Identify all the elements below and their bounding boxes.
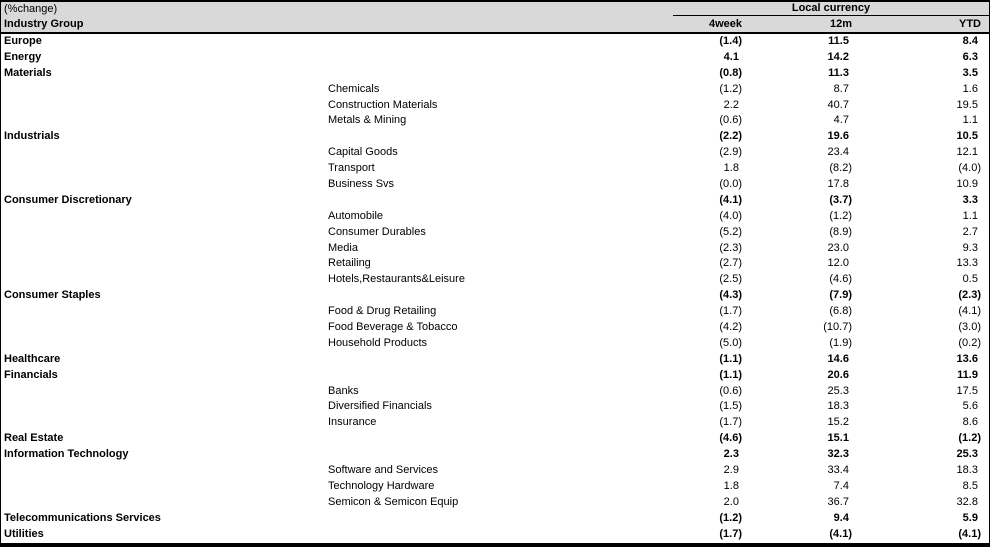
row-label: Retailing: [328, 257, 371, 270]
row-value: (1.1): [719, 368, 742, 381]
table-row: [1, 256, 989, 272]
row-value: (4.1): [958, 305, 981, 318]
row-value: 11.5: [828, 35, 852, 47]
table-row: [1, 98, 989, 114]
row-value: 25.3: [956, 448, 981, 461]
row-value: 15.2: [827, 416, 852, 429]
row-label: Construction Materials: [328, 98, 438, 111]
row-label: Media: [328, 241, 358, 254]
row-value: 7.4: [833, 479, 852, 492]
row-value: (8.9): [829, 225, 852, 238]
row-value: (0.2): [958, 336, 981, 349]
row-value: 18.3: [827, 400, 852, 413]
row-value: 13.6: [956, 352, 981, 365]
row-value: (1.4): [719, 35, 742, 47]
row-label: Hotels,Restaurants&Leisure: [328, 273, 465, 286]
row-label: Consumer Durables: [328, 225, 426, 238]
row-value: (1.7): [719, 305, 742, 318]
row-value: (4.2): [719, 321, 742, 334]
row-value: (5.0): [719, 336, 742, 349]
row-value: 1.6: [962, 82, 981, 95]
row-value: (4.1): [829, 527, 852, 540]
row-value: 18.3: [956, 464, 981, 477]
row-value: (10.7): [823, 321, 852, 334]
industry-group-column-header: Industry Group: [4, 18, 84, 30]
table-row: [1, 399, 989, 415]
row-value: (4.0): [958, 162, 981, 175]
table-row: [1, 304, 989, 320]
row-label: Europe: [4, 35, 42, 47]
row-value: 20.6: [827, 368, 852, 381]
row-value: (1.2): [719, 82, 742, 95]
row-value: 36.7: [827, 495, 852, 508]
row-value: (1.1): [719, 352, 742, 365]
row-value: 12.0: [827, 257, 852, 270]
row-value: (0.8): [719, 66, 742, 79]
row-value: (4.6): [719, 432, 742, 445]
table-row: [1, 82, 989, 98]
row-label: Energy: [4, 50, 42, 63]
table-row: [1, 447, 989, 463]
row-value: 25.3: [827, 384, 852, 397]
row-value: (4.1): [719, 193, 742, 206]
row-value: (6.8): [829, 305, 852, 318]
row-label: Telecommunications Services: [4, 511, 161, 524]
table-row: [1, 479, 989, 495]
row-value: (1.7): [719, 416, 742, 429]
row-label: Healthcare: [4, 352, 61, 365]
header-row-columns: [1, 16, 989, 32]
row-label: Diversified Financials: [328, 400, 432, 413]
local-currency-group-header: Local currency: [673, 2, 989, 16]
row-label: Banks: [328, 384, 359, 397]
row-label: Consumer Staples: [4, 289, 101, 302]
table-row: [1, 129, 989, 145]
row-value: (0.0): [719, 178, 742, 191]
table-row: [1, 352, 989, 368]
row-value: 1.8: [723, 162, 742, 175]
row-value: 32.3: [827, 448, 852, 461]
table-row: [1, 113, 989, 129]
row-value: (4.0): [719, 209, 742, 222]
row-label: Metals & Mining: [328, 114, 407, 127]
row-label: Insurance: [328, 416, 377, 429]
row-value: 10.9: [956, 178, 981, 191]
table-row: [1, 384, 989, 400]
table-row: [1, 511, 989, 527]
row-value: 23.0: [827, 241, 852, 254]
row-value: (2.9): [719, 146, 742, 159]
column-header-ytd: YTD: [959, 18, 981, 30]
row-value: (4.3): [719, 289, 742, 302]
table-row: [1, 272, 989, 288]
row-value: (3.0): [958, 321, 981, 334]
row-value: (2.5): [719, 273, 742, 286]
row-value: 32.8: [956, 495, 981, 508]
row-value: (7.9): [829, 289, 852, 302]
row-value: 1.8: [723, 479, 742, 492]
row-label: Transport: [328, 162, 375, 175]
table-row: [1, 66, 989, 82]
row-value: 0.5: [962, 273, 981, 286]
row-value: 8.6: [962, 416, 981, 429]
row-value: (1.2): [829, 209, 852, 222]
row-label: Business Svs: [328, 178, 395, 191]
row-value: 8.5: [962, 479, 981, 492]
row-value: 5.6: [962, 400, 981, 413]
percent-change-label: (%change): [4, 3, 58, 15]
row-value: 2.0: [723, 495, 742, 508]
row-value: 2.2: [723, 98, 742, 111]
row-value: 2.3: [723, 448, 742, 461]
column-header-4week: 4week: [708, 18, 742, 30]
row-value: 14.6: [827, 352, 852, 365]
row-value: (2.7): [719, 257, 742, 270]
row-value: 1.1: [962, 114, 981, 127]
row-label: Software and Services: [328, 464, 439, 477]
row-value: (0.6): [719, 384, 742, 397]
row-value: (1.2): [719, 511, 742, 524]
row-value: (2.3): [719, 241, 742, 254]
table-row: [1, 495, 989, 511]
row-value: (1.7): [719, 527, 742, 540]
row-value: 13.3: [956, 257, 981, 270]
row-value: 11.9: [957, 368, 981, 381]
row-value: (1.5): [719, 400, 742, 413]
row-value: (4.6): [829, 273, 852, 286]
row-value: 1.1: [962, 209, 981, 222]
row-value: 10.5: [956, 130, 981, 143]
row-value: 12.1: [956, 146, 981, 159]
row-value: (1.9): [829, 336, 852, 349]
table-row: [1, 288, 989, 304]
row-label: Materials: [4, 66, 52, 79]
row-value: 8.4: [962, 35, 981, 47]
row-value: 5.9: [962, 511, 981, 524]
row-value: 17.8: [827, 178, 852, 191]
row-value: 17.5: [956, 384, 981, 397]
row-value: (3.7): [829, 193, 852, 206]
row-value: 4.1: [723, 50, 742, 63]
table-row: [1, 431, 989, 447]
row-value: 23.4: [827, 146, 852, 159]
row-label: Real Estate: [4, 432, 64, 445]
table-row: [1, 193, 989, 209]
table-row: [1, 336, 989, 352]
row-value: 4.7: [833, 114, 852, 127]
row-value: 11.3: [828, 66, 852, 79]
row-value: 14.2: [827, 50, 852, 63]
row-value: 19.6: [827, 130, 852, 143]
row-value: (0.6): [719, 114, 742, 127]
row-label: Food & Drug Retailing: [328, 305, 437, 318]
table-header: [1, 2, 989, 34]
row-value: 19.5: [956, 98, 981, 111]
table-row: [1, 463, 989, 479]
row-value: 9.4: [833, 511, 852, 524]
table-row: [1, 34, 989, 50]
row-label: Capital Goods: [328, 146, 398, 159]
row-label: Semicon & Semicon Equip: [328, 495, 459, 508]
row-value: 40.7: [827, 98, 852, 111]
row-value: (5.2): [719, 225, 742, 238]
table-row: [1, 145, 989, 161]
row-value: 2.9: [723, 464, 742, 477]
row-value: 6.3: [962, 50, 981, 63]
row-value: 9.3: [962, 241, 981, 254]
table-row: [1, 225, 989, 241]
row-value: 33.4: [827, 464, 852, 477]
row-label: Information Technology: [4, 448, 129, 461]
column-header-12m: 12m: [829, 18, 852, 30]
row-label: Automobile: [328, 209, 384, 222]
header-row-currency: [1, 2, 989, 16]
row-value: (1.2): [958, 432, 981, 445]
row-label: Household Products: [328, 336, 428, 349]
table-row: [1, 320, 989, 336]
table-row: [1, 209, 989, 225]
table-row: [1, 415, 989, 431]
row-value: 3.3: [962, 193, 981, 206]
row-value: (8.2): [829, 162, 852, 175]
row-value: 8.7: [833, 82, 852, 95]
table-row: [1, 527, 989, 543]
table-row: [1, 161, 989, 177]
row-label: Utilities: [4, 527, 44, 540]
table-row: [1, 50, 989, 66]
row-label: Chemicals: [328, 82, 380, 95]
row-value: 2.7: [962, 225, 981, 238]
row-label: Industrials: [4, 130, 60, 143]
table-body: [1, 34, 989, 543]
row-label: Consumer Discretionary: [4, 193, 132, 206]
row-value: 3.5: [962, 66, 981, 79]
row-value: 15.1: [827, 432, 852, 445]
row-value: (4.1): [958, 527, 981, 540]
row-label: Technology Hardware: [328, 479, 435, 492]
row-value: (2.3): [958, 289, 981, 302]
table-row: [1, 177, 989, 193]
row-label: Financials: [4, 368, 58, 381]
row-value: (2.2): [719, 130, 742, 143]
table-row: [1, 241, 989, 257]
table-row: [1, 368, 989, 384]
row-label: Food Beverage & Tobacco: [328, 321, 458, 334]
